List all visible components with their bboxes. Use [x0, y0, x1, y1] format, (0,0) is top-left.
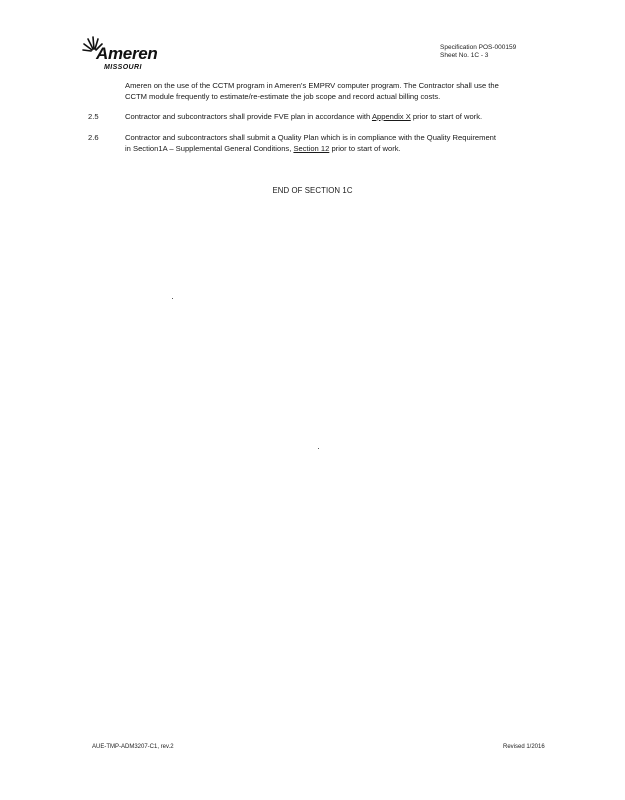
sheet-number: Sheet No. 1C - 3 [440, 52, 489, 59]
appendix-x-link[interactable]: Appendix X [371, 112, 411, 121]
logo-wordmark: Ameren [96, 44, 158, 63]
item-2-5-number: 2.5 [88, 112, 99, 121]
footer-form-id: AUE-TMP-ADM3207-C1, rev.2 [92, 744, 174, 750]
footer-revised: Revised 1/2016 [503, 744, 545, 750]
item-2-6-line-1: Contractor and subcontractors shall submit a Quality Plan which is in compliance with the Quality Requirement [125, 133, 496, 142]
item-2-5-text [125, 111, 565, 122]
logo-subtitle: MISSOURI [104, 64, 142, 71]
spec-header [440, 44, 516, 60]
item-2-6-line-2-after: prior to start of work. [329, 144, 401, 153]
item-2-6-number: 2.6 [88, 133, 99, 142]
section-12-link[interactable]: Section 12 [293, 144, 330, 153]
continuation-paragraph [125, 80, 565, 102]
scan-speck [318, 448, 319, 449]
ameren-logo [82, 36, 192, 76]
specification-number: Specification POS-000159 [440, 44, 517, 51]
scan-speck [172, 298, 173, 299]
item-2-6-line-2 [125, 143, 565, 154]
item-2-5-text-before: Contractor and subcontractors shall provide FVE plan in accordance with [125, 112, 372, 121]
item-2-6-text [125, 132, 565, 154]
end-of-section: END OF SECTION 1C [272, 186, 353, 195]
continuation-line-2: CCTM module frequently to estimate/re-estimate the job scope and record actual billing costs. [125, 92, 441, 101]
item-2-6-line-2-before: in Section1A – Supplemental General Conditions, [125, 144, 294, 153]
item-2-5-text-after: prior to start of work. [410, 112, 483, 121]
continuation-line-1: Ameren on the use of the CCTM program in Ameren's EMPRV computer program. The Contractor shall use the [125, 81, 499, 90]
